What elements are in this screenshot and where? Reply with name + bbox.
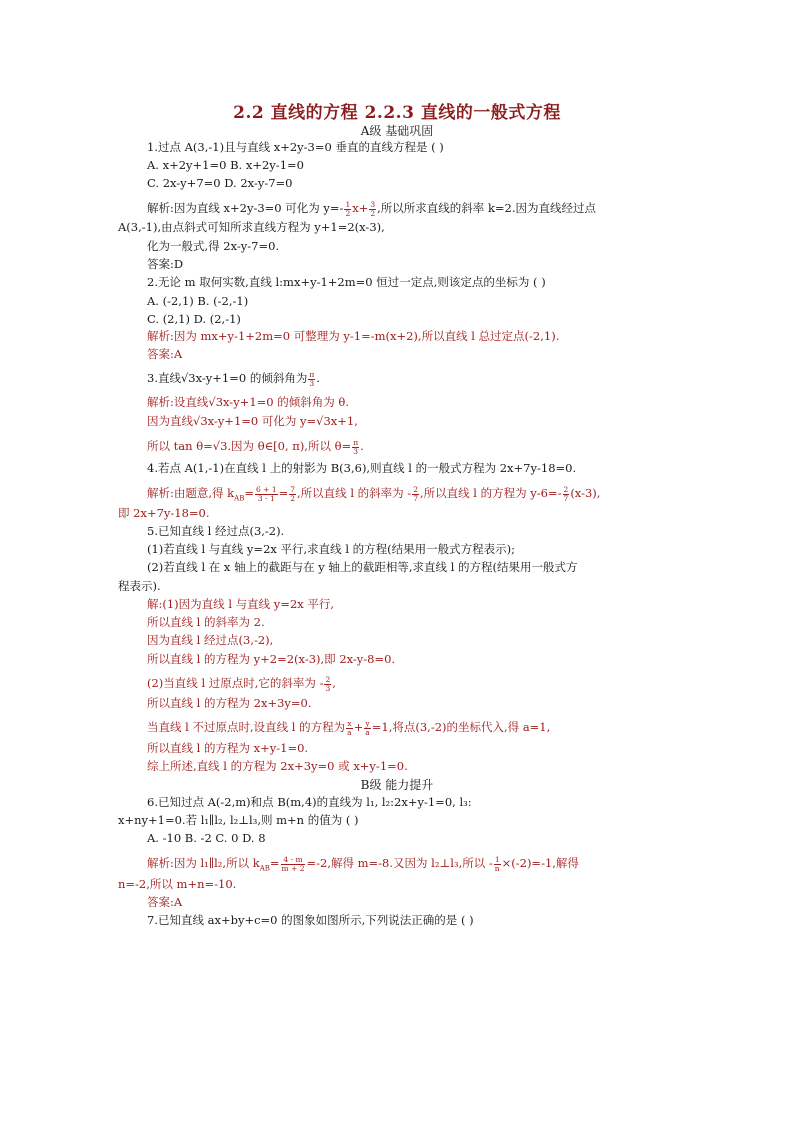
q1-frac-3h-num: 3 bbox=[370, 199, 376, 209]
q5-sol7-plus: + bbox=[353, 720, 364, 734]
q6-stem-line1: 6.已知过点 A(-2,m)和点 B(m,4)的直线为 l₁, l₂:2x+y-1=0, l₃: bbox=[147, 795, 472, 809]
q4-sol-c: = bbox=[278, 486, 289, 500]
q5-sol-5 bbox=[147, 675, 336, 693]
q3-sol3-frac-den: 3 bbox=[353, 446, 359, 456]
q2-options-cd: C. (2,1) D. (2,-1) bbox=[147, 312, 241, 326]
q2-stem: 2.无论 m 取何实数,直线 l:mx+y-1+2m=0 恒过一定点,则该定点的坐标为 ( ) bbox=[147, 275, 546, 289]
q4-frac2-den: 2 bbox=[290, 493, 296, 503]
q5-sol7-frac1-num: x bbox=[347, 718, 352, 728]
q3-sol3-text: 所以 tan θ=√3.因为 θ∈[0, π),所以 θ= bbox=[147, 439, 352, 453]
q4-solution-line2: 即 2x+7y-18=0. bbox=[118, 506, 210, 520]
q1-solution-line1 bbox=[147, 200, 596, 218]
q5-sol-4: 所以直线 l 的方程为 y+2=2(x-3),即 2x-y-8=0. bbox=[147, 652, 396, 666]
q5-part2-line1: (2)若直线 l 在 x 轴上的截距与在 y 轴上的截距相等,求直线 l 的方程(结果用一般式方 bbox=[147, 560, 578, 574]
q6-stem-line2: x+ny+1=0.若 l₁∥l₂, l₂⊥l₃,则 m+n 的值为 ( ) bbox=[118, 813, 359, 827]
q5-sol-1: 解:(1)因为直线 l 与直线 y=2x 平行, bbox=[147, 597, 335, 611]
q5-sol-3: 因为直线 l 经过点(3,-2), bbox=[147, 633, 274, 647]
q4-frac4-den: 7 bbox=[563, 493, 569, 503]
q4-sol-f: (x-3), bbox=[570, 486, 601, 500]
q3-stem-text: 3.直线√3x-y+1=0 的倾斜角为 bbox=[147, 371, 308, 385]
q4-frac1 bbox=[255, 486, 278, 503]
q3-solution-line2: 因为直线√3x-y+1=0 可化为 y=√3x+1, bbox=[147, 414, 358, 428]
q1-options-cd: C. 2x-y+7=0 D. 2x-y-7=0 bbox=[147, 176, 293, 190]
q2-solution: 解析:因为 mx+y-1+2m=0 可整理为 y-1=-m(x+2),所以直线 l 总过定点(-2,1). bbox=[147, 329, 560, 343]
q3-stem-frac bbox=[308, 371, 315, 388]
q7-stem: 7.已知直线 ax+by+c=0 的图象如图所示,下列说法正确的是 ( ) bbox=[147, 913, 474, 927]
q5-part1: (1)若直线 l 与直线 y=2x 平行,求直线 l 的方程(结果用一般式方程表示); bbox=[147, 542, 516, 556]
q3-sol3-frac bbox=[352, 439, 359, 456]
q6-frac1 bbox=[281, 856, 306, 873]
q1-sol-text-b: x+ bbox=[352, 201, 369, 215]
q5-sol5-text: (2)当直线 l 过原点时,它的斜率为 - bbox=[147, 676, 324, 690]
q5-sol7-text-a: 当直线 l 不过原点时,设直线 l 的方程为 bbox=[147, 720, 346, 734]
q2-options-ab: A. (-2,1) B. (-2,-1) bbox=[147, 294, 249, 308]
q2-answer: 答案:A bbox=[147, 347, 183, 361]
q4-frac2 bbox=[289, 486, 296, 503]
q6-frac2-num: 1 bbox=[494, 854, 500, 864]
q4-solution-line1 bbox=[147, 485, 600, 506]
q6-answer: 答案:A bbox=[147, 895, 183, 909]
q4-frac3-num: 2 bbox=[413, 484, 418, 494]
q5-sol-6: 所以直线 l 的方程为 2x+3y=0. bbox=[147, 696, 312, 710]
level-b-heading: B级 能力提升 bbox=[360, 778, 434, 792]
q1-frac-half-num: 1 bbox=[345, 199, 351, 209]
q3-sol3-period: . bbox=[360, 439, 364, 453]
q4-stem: 4.若点 A(1,-1)在直线 l 上的射影为 B(3,6),则直线 l 的一般式方程为 2x+7y-18=0. bbox=[147, 461, 577, 475]
q6-frac1-den: m + 2 bbox=[281, 863, 305, 873]
q6-solution-line1 bbox=[147, 855, 579, 876]
q4-sol-b: = bbox=[244, 486, 254, 500]
q6-frac2 bbox=[494, 856, 501, 873]
q4-frac3-den: 7 bbox=[413, 493, 418, 503]
q5-sol-8: 所以直线 l 的方程为 x+y-1=0. bbox=[147, 741, 309, 755]
q4-frac4 bbox=[563, 486, 570, 503]
q5-sol-2: 所以直线 l 的斜率为 2. bbox=[147, 615, 265, 629]
q1-stem: 1.过点 A(3,-1)且与直线 x+2y-3=0 垂直的直线方程是 ( ) bbox=[147, 140, 444, 154]
q1-frac-3h-den: 2 bbox=[370, 208, 376, 218]
q4-frac1-den: 3 - 1 bbox=[257, 493, 275, 503]
q4-frac3 bbox=[412, 486, 419, 503]
q1-answer: 答案:D bbox=[147, 257, 184, 271]
q6-sol-b: = bbox=[269, 856, 280, 870]
q5-sol5-frac bbox=[324, 676, 331, 693]
q6-sol-d: ×(-2)=-1,解得 bbox=[501, 856, 579, 870]
q6-sub-ab: AB bbox=[259, 864, 270, 873]
q6-frac2-den: n bbox=[494, 863, 500, 873]
q6-solution-line2: n=-2,所以 m+n=-10. bbox=[118, 877, 237, 891]
q1-frac-half-den: 2 bbox=[345, 208, 351, 218]
q5-sol7-frac2-num: y bbox=[365, 718, 370, 728]
q3-period: . bbox=[316, 371, 320, 385]
q3-stem bbox=[147, 370, 320, 388]
q1-solution-line3: 化为一般式,得 2x-y-7=0. bbox=[147, 239, 280, 253]
q5-part2-line2: 程表示). bbox=[118, 579, 161, 593]
q3-solution-line3 bbox=[147, 438, 364, 456]
q6-options: A. -10 B. -2 C. 0 D. 8 bbox=[147, 831, 266, 845]
q3-sol3-frac-num: π bbox=[353, 437, 359, 447]
q4-sol-e: ,所以直线 l 的方程为 y-6=- bbox=[420, 486, 562, 500]
q3-solution-line1: 解析:设直线√3x-y+1=0 的倾斜角为 θ. bbox=[147, 395, 349, 409]
q4-frac4-num: 2 bbox=[563, 484, 569, 494]
q1-frac-three-halves bbox=[369, 201, 376, 218]
q6-frac1-num: 4 - m bbox=[281, 856, 306, 865]
q5-sol5-frac-den: 3 bbox=[325, 683, 331, 693]
q5-sol-7 bbox=[147, 719, 550, 737]
q5-sol7-text-c: =1,将点(3,-2)的坐标代入,得 a=1, bbox=[371, 720, 551, 734]
q3-stem-frac-den: 3 bbox=[309, 378, 315, 388]
q6-sol-a: 解析:因为 l₁∥l₂,所以 k bbox=[147, 856, 260, 870]
q1-sol-text-a: 解析:因为直线 x+2y-3=0 可化为 y=- bbox=[147, 201, 344, 215]
q5-sol7-frac2-den: a bbox=[365, 727, 370, 737]
q5-sol5-comma: , bbox=[332, 676, 336, 690]
page-title: 2.2 直线的方程 2.2.3 直线的一般式方程 bbox=[233, 103, 561, 123]
q3-stem-frac-num: π bbox=[309, 369, 315, 379]
q5-sol-9: 综上所述,直线 l 的方程为 2x+3y=0 或 x+y-1=0. bbox=[147, 759, 408, 773]
q4-frac1-num: 6 + 1 bbox=[256, 484, 277, 494]
q1-sol-text-c: ,所以所求直线的斜率 k=2.因为直线经过点 bbox=[377, 201, 597, 215]
q6-sol-c: =-2,解得 m=-8.又因为 l₂⊥l₃,所以 - bbox=[306, 856, 493, 870]
q5-sol5-frac-num: 2 bbox=[325, 674, 331, 684]
q1-options-ab: A. x+2y+1=0 B. x+2y-1=0 bbox=[147, 158, 304, 172]
q1-solution-line2: A(3,-1),由点斜式可知所求直线方程为 y+1=2(x-3), bbox=[118, 220, 385, 234]
q5-sol7-frac2 bbox=[364, 720, 370, 737]
q4-frac2-num: 7 bbox=[290, 484, 296, 494]
q4-sub-ab: AB bbox=[234, 494, 245, 503]
q1-frac-half bbox=[344, 201, 351, 218]
q5-sol7-frac1 bbox=[346, 720, 352, 737]
q5-stem: 5.已知直线 l 经过点(3,-2). bbox=[147, 524, 285, 538]
q4-sol-d: ,所以直线 l 的斜率为 - bbox=[297, 486, 412, 500]
q4-sol-a: 解析:由题意,得 k bbox=[147, 486, 235, 500]
q5-sol7-frac1-den: a bbox=[347, 727, 352, 737]
level-a-heading: A级 基础巩固 bbox=[360, 124, 434, 138]
